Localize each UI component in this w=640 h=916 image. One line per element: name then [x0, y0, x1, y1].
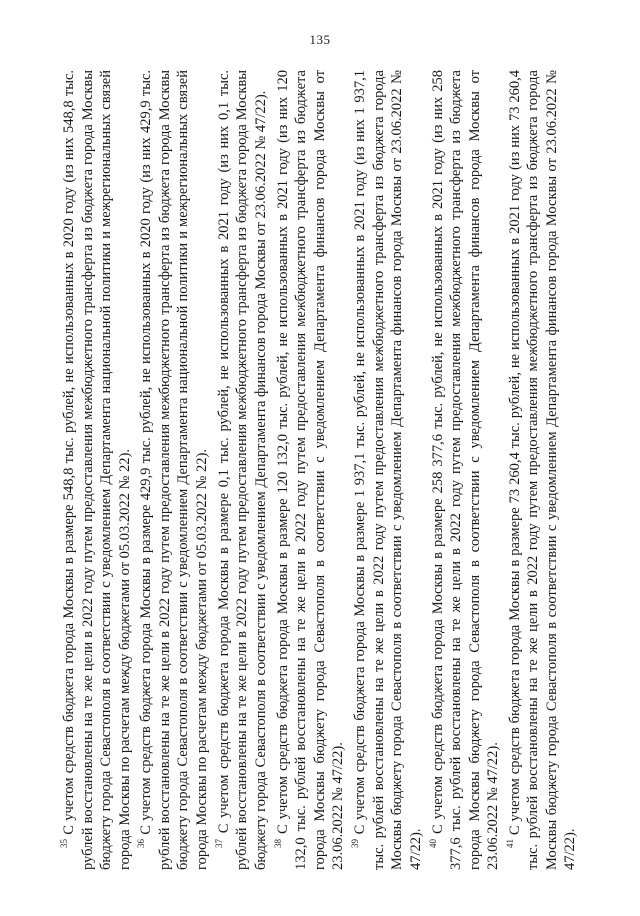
footnote-marker: 37	[213, 839, 224, 848]
footnote-marker: 35	[59, 839, 70, 848]
footnote-text: С учетом средств бюджета города Москвы в размере 429,9 тыс. рублей, не использованных в 2020 году (из них 429,9 тыс. рублей восстановлены на те же цели в 2022 году путем предоставления межбюджетного трансферта из бюджета города Москвы бюджету города Севастополя в соответствии с уведомлением Департамента национальной политики и межрегиональных связей города Москвы по расчетам между бюджетами от 05.03.2022 № 22).	[138, 69, 210, 870]
footnote-35	[60, 70, 134, 870]
footnote-marker: 41	[505, 839, 516, 848]
footnote-text: С учетом средств бюджета города Москвы в размере 258 377,6 тыс. рублей, не использованных в 2021 году (из них 258 377,6 тыс. рублей восстановлены на те же цели в 2022 году путем предоставления межбюджетного трансферта из бюджета города Москвы бюджету города Севастополя в соответствии с уведомлением Департамента финансов города Москвы от 23.06.2022 № 47/22).	[429, 69, 502, 870]
footnote-text: С учетом средств бюджета города Москвы в размере 1 937,1 тыс. рублей, не использованных в 2021 году (из них 1 937,1 тыс. рублей восстановлены на те же цели в 2022 году путем предоставления межбюджетного трансферта из бюджета города Москвы бюджету города Севастополя в соответствии с уведомлением Департамента финансов города Москвы от 23.06.2022 № 47/22).	[352, 69, 424, 870]
footnote-marker: 36	[136, 839, 147, 848]
footnote-marker: 40	[427, 839, 438, 848]
footnote-38	[274, 70, 348, 870]
footnote-marker: 39	[350, 839, 361, 848]
footnotes-block	[60, 70, 580, 870]
page-number: 135	[309, 32, 331, 47]
footnote-37	[215, 70, 271, 870]
footnote-text: С учетом средств бюджета города Москвы в размере 120 132,0 тыс. рублей, не использованных в 2021 году (из них 120 132,0 тыс. рублей восстановлены на те же цели в 2022 году путем предоставления межбюджетного трансферта из бюджета города Москвы бюджету города Севастополя в соответствии с уведомлением Департамента финансов города Москвы от 23.06.2022 № 47/22).	[274, 69, 347, 870]
footnote-40	[429, 70, 503, 870]
footnote-text: С учетом средств бюджета города Москвы в размере 548,8 тыс. рублей, не использованных в 2020 году (из них 548,8 тыс. рублей восстановлены на те же цели в 2022 году путем предоставления межбюджетного трансферта из бюджета города Москвы бюджету города Севастополя в соответствии с уведомлением Департамента национальной политики и межрегиональных связей города Москвы по расчетам между бюджетами от 05.03.2022 № 22).	[61, 69, 133, 870]
footnote-41	[506, 70, 580, 870]
footnote-36	[137, 70, 211, 870]
footnote-text: С учетом средств бюджета города Москвы в размере 0,1 тыс. рублей, не использованных в 2021 году (из них 0,1 тыс. рублей восстановлены на те же цели в 2022 году путем предоставления межбюджетного трансферта из бюджета города Москвы бюджету города Севастополя в соответствии с уведомлением Департамента финансов города Москвы от 23.06.2022 № 47/22).	[215, 69, 269, 870]
footnote-marker: 38	[272, 839, 283, 848]
footnote-39	[351, 70, 425, 870]
footnote-text: С учетом средств бюджета города Москвы в размере 73 260,4 тыс. рублей, не использованных в 2021 году (из них 73 260,4 тыс. рублей восстановлены на те же цели в 2022 году путем предоставления межбюджетного трансферта из бюджета города Москвы бюджету города Севастополя в соответствии с уведомлением Департамента финансов города Москвы от 23.06.2022 № 47/22).	[506, 69, 579, 870]
